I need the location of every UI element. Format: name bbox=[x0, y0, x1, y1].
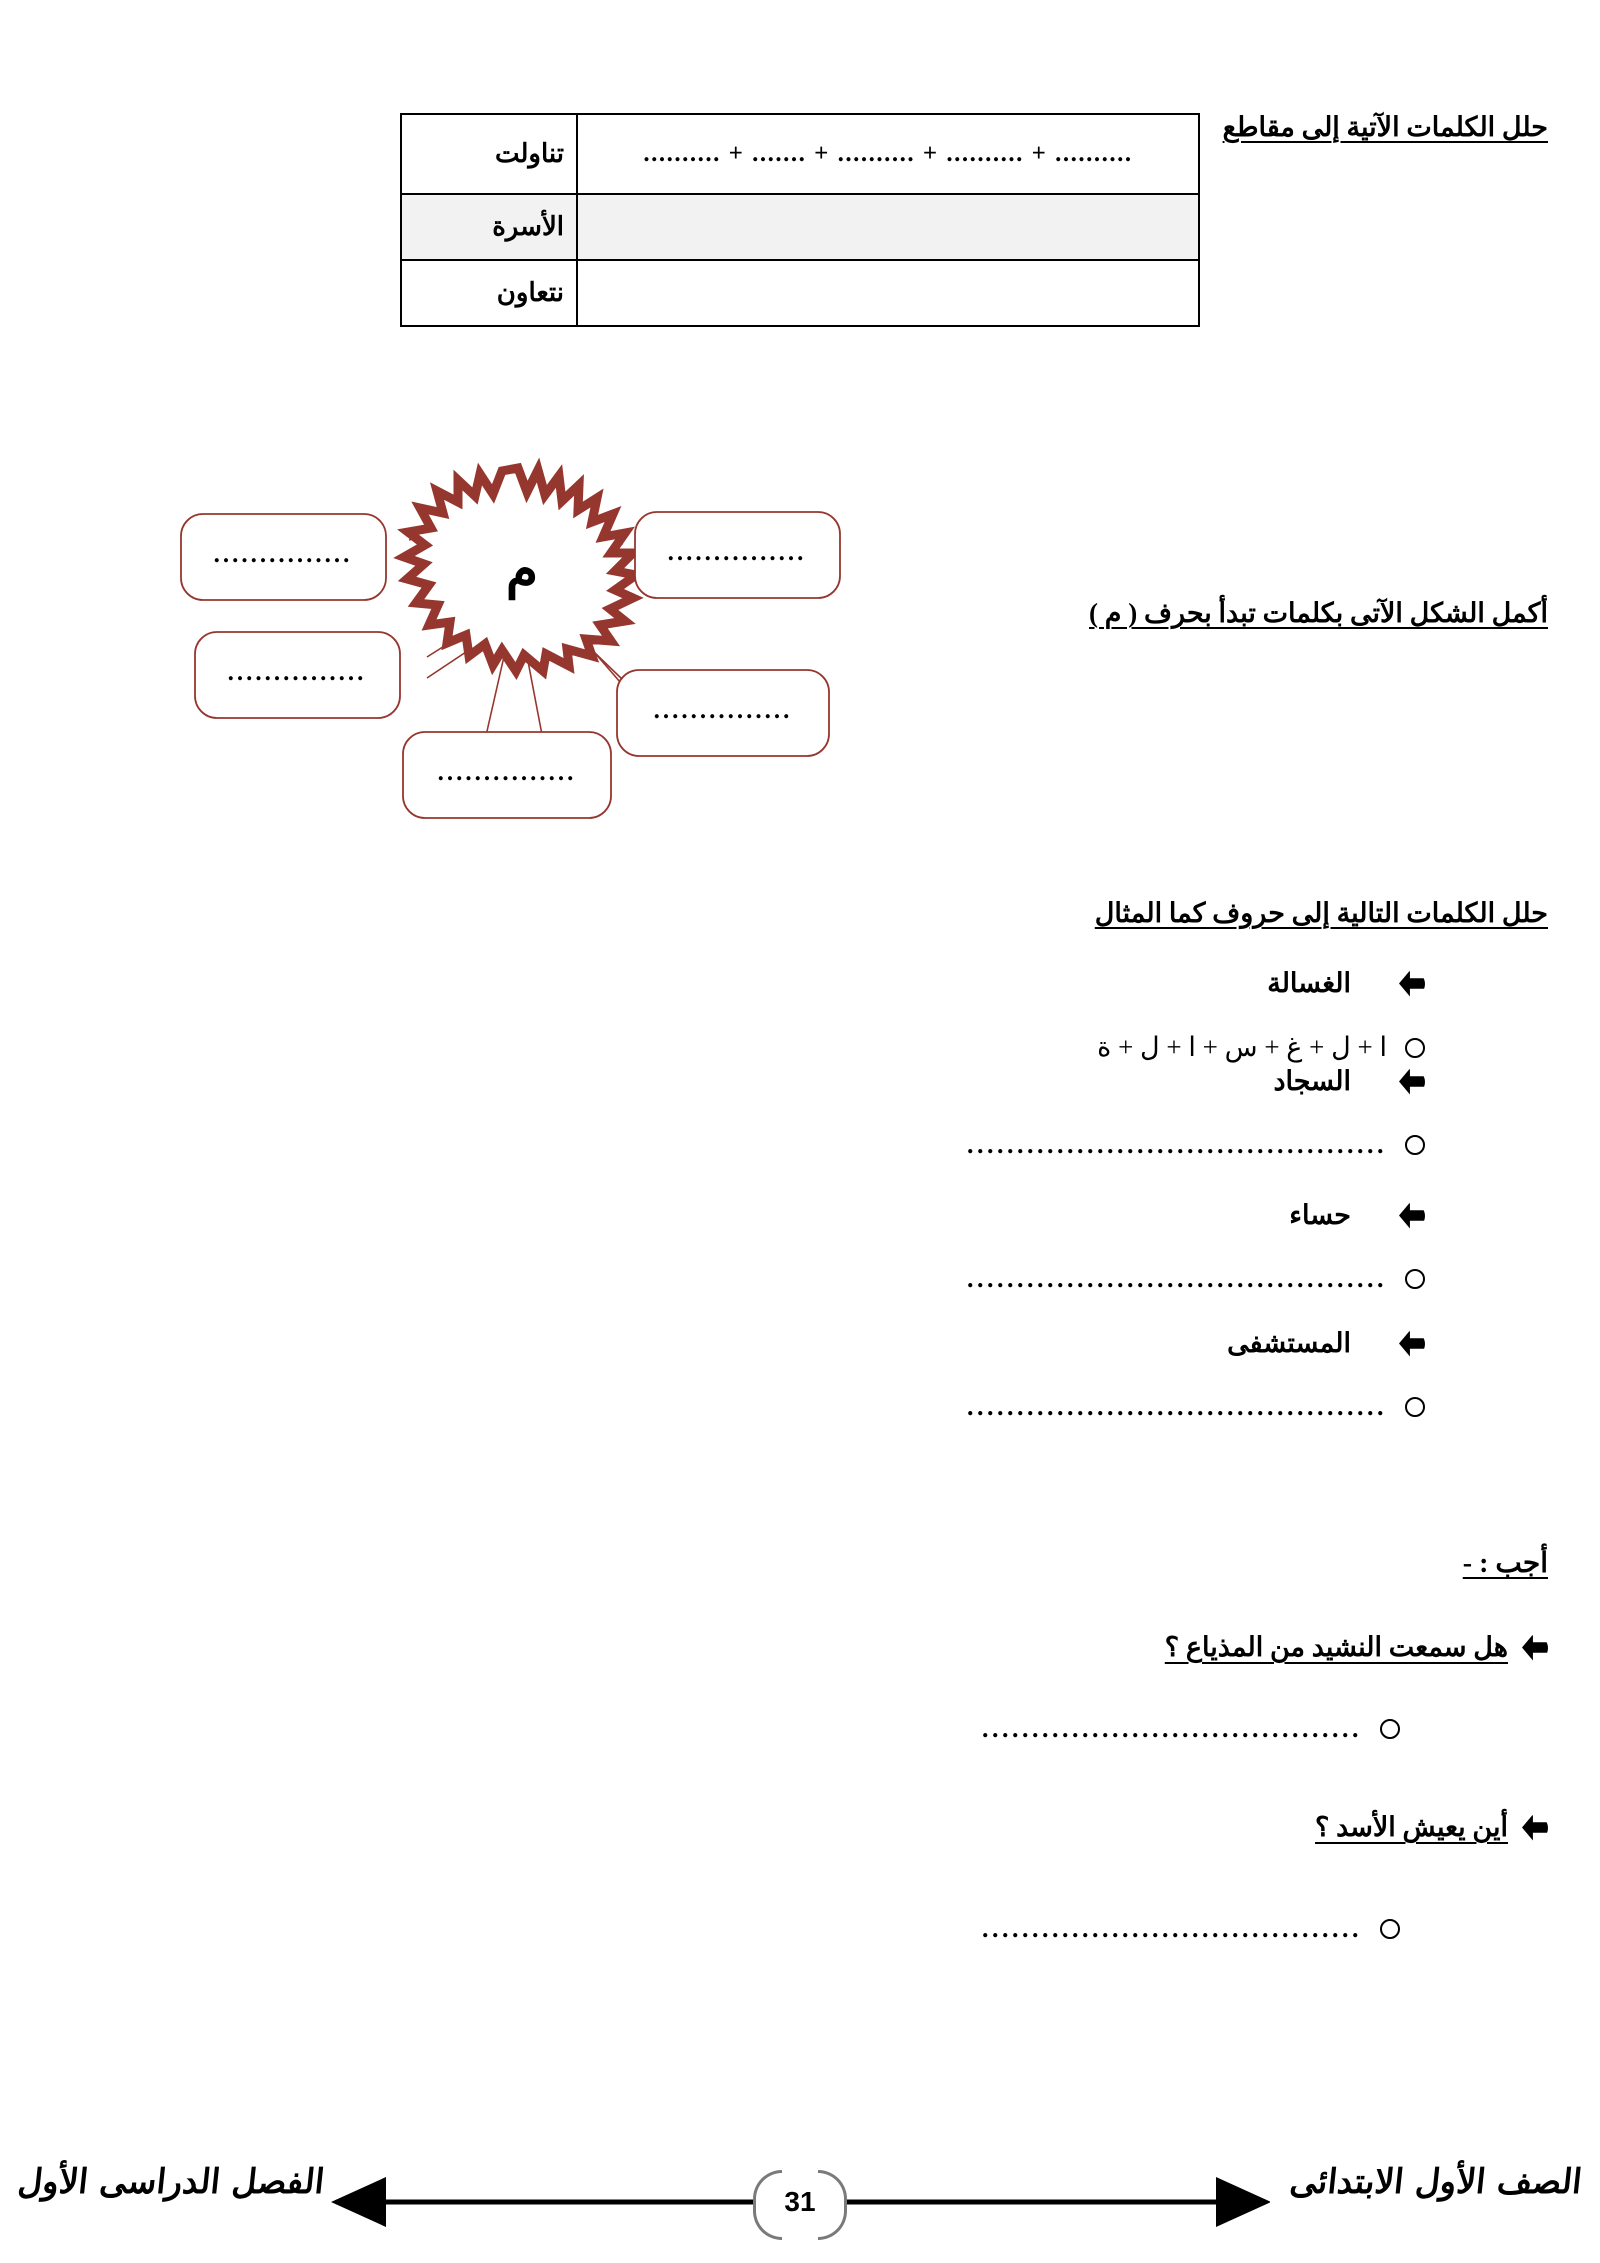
syllable-word-cell: نتعاون bbox=[401, 260, 577, 326]
word-item bbox=[1227, 1328, 1425, 1359]
question-item bbox=[1165, 1632, 1548, 1663]
arrow-bullet-icon bbox=[1522, 1815, 1548, 1841]
dotted-blank-line: .......................................... bbox=[967, 1130, 1387, 1159]
arrow-bullet-icon bbox=[1399, 1069, 1425, 1095]
callout-bottom bbox=[403, 732, 611, 818]
dotted-blank-line: .......................................... bbox=[967, 1392, 1387, 1421]
syllable-word-cell: الأسرة bbox=[401, 194, 577, 260]
callout-dots: ............... bbox=[227, 659, 367, 686]
circle-bullet-icon bbox=[1405, 1397, 1425, 1417]
star-letter-label: م bbox=[505, 542, 539, 599]
word-answer[interactable] bbox=[260, 1264, 1425, 1294]
question-answer[interactable] bbox=[320, 1914, 1400, 1944]
dotted-blank-line: ...................................... bbox=[982, 1914, 1362, 1943]
word-label: الغسالة bbox=[1267, 968, 1351, 998]
word-item bbox=[1267, 968, 1425, 999]
question-item bbox=[1315, 1812, 1548, 1843]
arrow-bullet-icon bbox=[1399, 971, 1425, 997]
word-label: حساء bbox=[1289, 1200, 1351, 1230]
word-answer[interactable] bbox=[260, 1130, 1425, 1160]
footer-grade-label: الصف الأول الابتدائى bbox=[1288, 2162, 1585, 2202]
syllable-word-cell: تناولت bbox=[401, 114, 577, 194]
page-number: 31 bbox=[778, 2186, 821, 2218]
q3-heading: حلل الكلمات التالية إلى حروف كما المثال bbox=[1094, 898, 1548, 928]
page-number-badge bbox=[757, 2170, 843, 2234]
circle-bullet-icon bbox=[1405, 1269, 1425, 1289]
syllable-answer-cell[interactable] bbox=[577, 260, 1199, 326]
callout-top-right bbox=[181, 514, 386, 600]
syllable-answer-cell[interactable] bbox=[577, 194, 1199, 260]
callout-dots: ............... bbox=[653, 697, 793, 724]
question-text: أين يعيش الأسد ؟ bbox=[1315, 1812, 1508, 1842]
question-answer[interactable] bbox=[300, 1714, 1400, 1744]
dotted-blank-line: .......................................... bbox=[967, 1264, 1387, 1293]
arrow-bullet-icon bbox=[1522, 1635, 1548, 1661]
page-footer bbox=[0, 2148, 1600, 2248]
circle-bullet-icon bbox=[1380, 1919, 1400, 1939]
word-item bbox=[1289, 1200, 1425, 1231]
arrow-bullet-icon bbox=[1399, 1203, 1425, 1229]
callout-mid-left bbox=[617, 670, 829, 756]
callout-dots: ............... bbox=[667, 539, 807, 566]
q2-heading: أكمل الشكل الآتى بكلمات تبدأ بحرف ( م ) bbox=[1089, 598, 1548, 628]
callout-dots: ............... bbox=[213, 541, 353, 568]
word-label: المستشفى bbox=[1227, 1328, 1351, 1358]
syllable-table bbox=[400, 113, 1200, 327]
star-mind-map bbox=[175, 452, 885, 852]
table-row bbox=[401, 114, 1199, 194]
callout-top-left bbox=[635, 512, 840, 598]
q4-heading: أجب : - bbox=[1462, 1548, 1548, 1579]
callout-dots: ............... bbox=[437, 759, 577, 786]
word-item bbox=[1274, 1066, 1426, 1097]
arrow-bullet-icon bbox=[1399, 1331, 1425, 1357]
callout-mid-right bbox=[195, 632, 400, 718]
word-label: السجاد bbox=[1273, 1066, 1351, 1096]
word-answer[interactable] bbox=[260, 1392, 1425, 1422]
letters-decomposition: ا + ل + غ + س + ا + ل + ة bbox=[1097, 1032, 1387, 1062]
q1-heading: حلل الكلمات الآتية إلى مقاطع bbox=[1222, 112, 1548, 142]
circle-bullet-icon bbox=[1405, 1135, 1425, 1155]
table-row bbox=[401, 260, 1199, 326]
syllable-answer-cell[interactable] bbox=[577, 114, 1199, 194]
footer-term-label: الفصل الدراسى الأول bbox=[15, 2162, 327, 2202]
circle-bullet-icon bbox=[1380, 1719, 1400, 1739]
dotted-blank-line: .......... + ....... + .......... + .......... + .......... bbox=[643, 140, 1133, 167]
dotted-blank-line: ...................................... bbox=[982, 1714, 1362, 1743]
question-text: هل سمعت النشيد من المذياع ؟ bbox=[1164, 1632, 1508, 1662]
circle-bullet-icon bbox=[1405, 1038, 1425, 1058]
word-answer bbox=[260, 1032, 1425, 1063]
table-row bbox=[401, 194, 1199, 260]
